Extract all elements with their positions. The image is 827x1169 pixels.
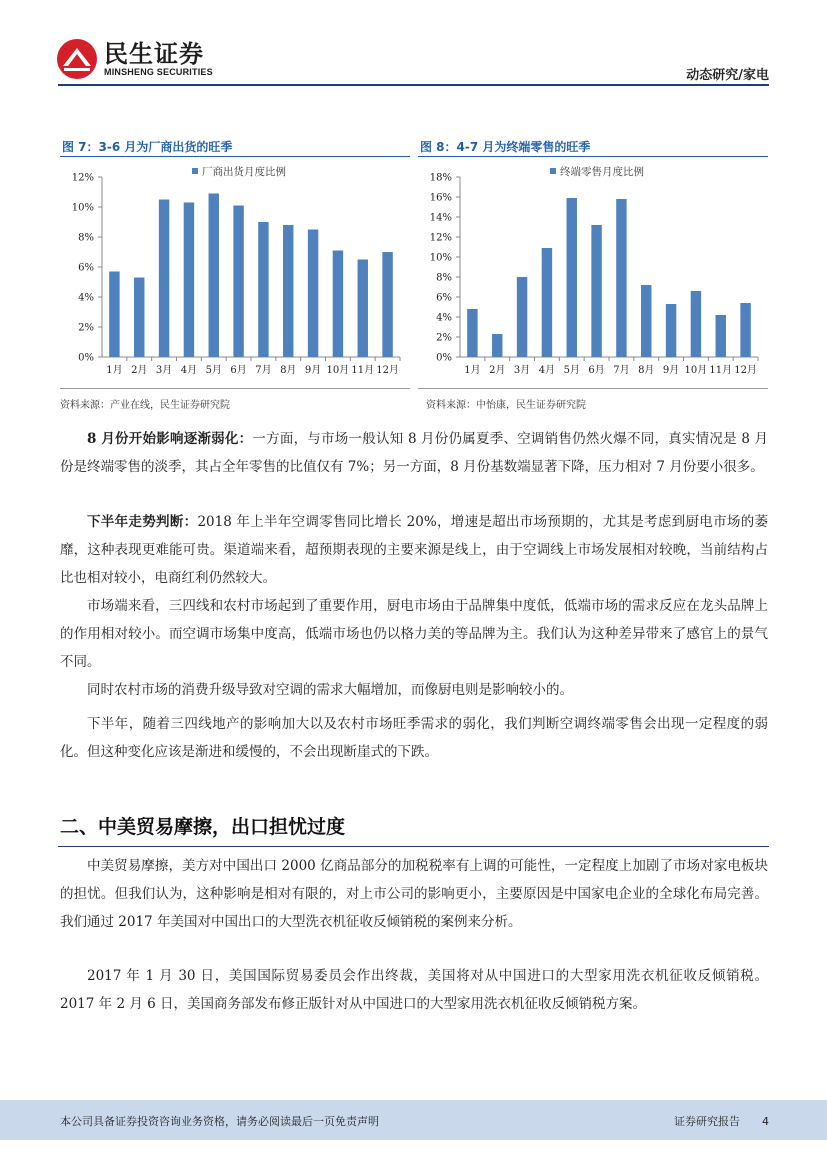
x-tick-label: 10月: [326, 365, 350, 376]
bar: [616, 199, 626, 357]
bar: [382, 252, 392, 357]
x-tick-label: 4月: [538, 365, 556, 376]
y-tick-label: 10%: [71, 202, 94, 214]
x-tick-label: 2月: [131, 365, 148, 376]
x-tick-label: 5月: [205, 365, 222, 376]
y-tick-label: 8%: [436, 272, 452, 284]
y-tick-label: 0%: [78, 352, 94, 364]
y-tick-label: 10%: [429, 252, 452, 264]
x-tick-label: 7月: [255, 365, 272, 376]
figure-7-rule: [60, 388, 410, 389]
figure-7: [60, 138, 410, 397]
legend-label: 厂商出货月度比例: [202, 166, 286, 178]
bar: [159, 200, 169, 358]
legend-swatch: [192, 168, 198, 174]
x-tick-label: 11月: [351, 365, 375, 376]
legend-label: 终端零售月度比例: [560, 166, 644, 178]
chart-shipment: [60, 157, 410, 397]
brand-name-cn: 民生证券: [104, 40, 204, 68]
y-tick-label: 16%: [429, 192, 452, 204]
y-tick-label: 18%: [429, 172, 452, 184]
section-divider: [58, 846, 769, 847]
x-tick-label: 8月: [638, 365, 655, 376]
figure-7-source: 资料来源：产业在线，民生证券研究院: [60, 400, 230, 411]
paragraph-market: 市场端来看，三四线和农村市场起到了重要作用，厨电市场由于品牌集中度低，低端市场的需求反应在龙头品牌上的作用相对较小。而空调市场集中度高，低端市场也仍以格力美的等品牌为主。我们认为这种差异带来了感官上的景气不同。: [60, 598, 768, 670]
y-tick-label: 2%: [78, 322, 94, 334]
bar: [492, 334, 502, 357]
brand-name-en: MINSHENG SECURITIES: [104, 67, 213, 77]
paragraph-h2-outlook: [60, 508, 768, 592]
paragraph-august-lead: 8 月份开始影响逐渐弱化：: [87, 431, 253, 447]
paragraph-antidumping: 2017 年 1 月 30 日，美国国际贸易委员会作出终裁，美国将对从中国进口的大型家用洗衣机征收反倾销税。2017 年 2 月 6 日，美国商务部发布修正版针对从中国进口的大型家用洗衣机征收反倾销税方案。: [60, 968, 768, 1012]
y-tick-label: 2%: [436, 332, 452, 344]
x-tick-label: 2月: [489, 365, 506, 376]
bar: [333, 251, 343, 358]
paragraph-h2-outlook-text: 2018 年上半年空调零售同比增长 20%，增速是超出市场预期的，尤其是考虑到厨电市场的萎靡，这种表现更难能可贵。渠道端来看，超预期表现的主要来源是线上，由于空调线上市场发展相对较晚，当前结构占比也相对较小，电商红利仍然较大。: [60, 514, 769, 586]
y-tick-label: 12%: [71, 172, 94, 184]
y-tick-label: 0%: [436, 352, 452, 364]
x-tick-label: 12月: [376, 365, 399, 376]
bar: [109, 272, 119, 358]
bar: [283, 225, 293, 357]
bar: [666, 304, 676, 357]
x-tick-label: 3月: [513, 365, 531, 376]
x-tick-label: 3月: [155, 365, 173, 376]
x-tick-label: 4月: [180, 365, 198, 376]
bar: [134, 278, 144, 358]
legend: [550, 165, 644, 178]
figure-8: [418, 138, 768, 397]
paragraph-h2-forecast: 下半年，随着三四线地产的影响加大以及农村市场旺季需求的弱化，我们判断空调终端零售会出现一定程度的弱化。但这种变化应该是渐进和缓慢的，不会出现断崖式的下跌。: [60, 716, 768, 760]
y-tick-label: 4%: [78, 292, 94, 304]
x-tick-label: 9月: [304, 365, 322, 376]
y-tick-label: 8%: [78, 232, 94, 244]
bar: [716, 315, 726, 357]
x-tick-label: 1月: [106, 365, 123, 376]
figure-8-title: 图 8：4-7 月为终端零售的旺季: [418, 138, 768, 157]
figure-8-rule: [418, 388, 768, 389]
bar: [258, 222, 268, 357]
minsheng-logo-icon: [56, 38, 98, 80]
x-tick-label: 6月: [230, 365, 247, 376]
bar: [209, 194, 219, 358]
x-tick-label: 10月: [684, 365, 708, 376]
bar: [233, 206, 243, 358]
paragraph-trade: 中美贸易摩擦，美方对中国出口 2000 亿商品部分的加税税率有上调的可能性，一定程度上加剧了市场对家电板块的担忧。但我们认为，这种影响是相对有限的，对上市公司的影响更小，主要原因是中国家电企业的全球化布局完善。我们通过 2017 年美国对中国出口的大型洗衣机征收反倾销税的案例来分析。: [60, 858, 768, 930]
figure-7-title: 图 7：3-6 月为厂商出货的旺季: [60, 138, 410, 157]
bar: [184, 203, 194, 358]
y-tick-label: 4%: [436, 312, 452, 324]
x-tick-label: 1月: [464, 365, 481, 376]
page-header: [0, 0, 827, 90]
x-tick-label: 11月: [709, 365, 733, 376]
figure-8-source: 资料来源：中怡康，民生证券研究院: [426, 400, 586, 411]
y-tick-label: 6%: [436, 292, 452, 304]
x-tick-label: 5月: [563, 365, 580, 376]
footer-meta: [652, 1113, 769, 1129]
x-tick-label: 12月: [734, 365, 757, 376]
bar: [517, 277, 527, 357]
bar: [567, 198, 577, 357]
y-tick-label: 14%: [429, 212, 452, 224]
legend-swatch: [550, 168, 556, 174]
bar: [467, 309, 477, 357]
chart-retail: [418, 157, 768, 397]
footer-label: 证券研究报告: [674, 1115, 740, 1128]
legend: [192, 165, 286, 178]
bar: [591, 225, 601, 357]
x-tick-label: 6月: [588, 365, 605, 376]
x-tick-label: 7月: [613, 365, 630, 376]
paragraph-august: [60, 425, 768, 481]
bar: [691, 291, 701, 357]
page-number: 4: [762, 1115, 769, 1128]
bar: [641, 285, 651, 357]
paragraph-august-text: 一方面，与市场一般认知 8 月份仍属夏季、空调销售仍然火爆不同，真实情况是 8 月份是终端零售的淡季，其占全年零售的比值仅有 7%；另一方面，8 月份基数端显著下降，压力相对 7 月份要小很多。: [60, 431, 769, 475]
bar: [358, 260, 368, 358]
y-tick-label: 12%: [429, 232, 452, 244]
x-tick-label: 8月: [280, 365, 297, 376]
paragraph-rural: 同时农村市场的消费升级导致对空调的需求大幅增加，而像厨电则是影响较小的。: [87, 682, 573, 698]
header-divider: [58, 84, 769, 86]
bar: [308, 230, 318, 358]
y-tick-label: 6%: [78, 262, 94, 274]
report-type: 动态研究/家电: [686, 68, 769, 83]
x-tick-label: 9月: [662, 365, 680, 376]
bar: [740, 303, 750, 357]
section-title: 二、中美贸易摩擦，出口担忧过度: [60, 816, 346, 838]
bar: [542, 248, 552, 357]
footer-disclaimer: 本公司具备证券投资咨询业务资格，请务必阅读最后一页免责声明: [60, 1115, 379, 1128]
brand-logo: [56, 38, 213, 80]
page-footer: [0, 1100, 827, 1140]
paragraph-h2-outlook-lead: 下半年走势判断：: [87, 514, 198, 530]
